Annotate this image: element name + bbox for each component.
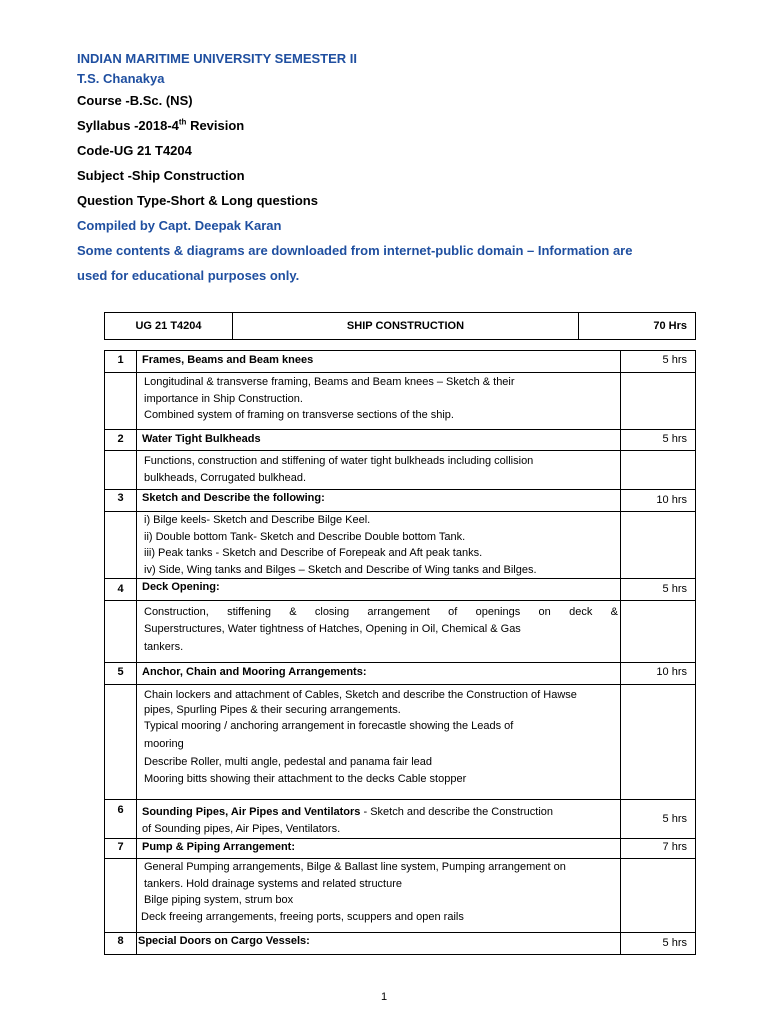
description-line: Describe Roller, multi angle, pedestal and panama fair lead — [144, 756, 432, 768]
module-title: Pump & Piping Arrangement: — [137, 839, 621, 859]
description-line: General Pumping arrangements, Bilge & Ballast line system, Pumping arrangement on — [144, 861, 566, 873]
subject-line: Subject -Ship Construction — [77, 168, 245, 183]
module-number: 3 — [105, 490, 137, 512]
justified-word: of — [448, 606, 458, 618]
disclaimer-line-1: Some contents & diagrams are downloaded from internet-public domain – Information are — [77, 243, 633, 258]
description-line: i) Bilge keels- Sketch and Describe Bilge Keel. — [144, 514, 371, 526]
module-hours: 5 hrs — [621, 351, 696, 373]
module-header-row — [105, 933, 696, 955]
description-line: ii) Double bottom Tank- Sketch and Describe Double bottom Tank. — [144, 530, 466, 543]
description-line: tankers. — [144, 641, 184, 653]
module-number: 7 — [105, 839, 137, 859]
syllabus-suffix: Revision — [186, 118, 245, 133]
module-description — [137, 512, 621, 579]
module-description — [137, 601, 621, 663]
module-header-row — [105, 490, 696, 512]
module-number: 1 — [105, 351, 137, 373]
module-header-row — [105, 351, 696, 373]
justified-word: & — [610, 606, 618, 618]
justified-word: Construction, — [144, 606, 209, 618]
module-content-row — [105, 859, 696, 933]
description-line: tankers. Hold drainage systems and related structure — [144, 877, 403, 890]
module-header-row — [105, 663, 696, 685]
description-line: pipes, Spurling Pipes & their securing arrangements. — [144, 703, 401, 716]
module-header-row — [105, 800, 696, 839]
course-title-cell: SHIP CONSTRUCTION — [233, 313, 579, 340]
description-line: Deck freeing arrangements, freeing ports, scuppers and open rails — [141, 910, 464, 923]
page-number: 1 — [380, 991, 388, 1003]
description-line: iv) Side, Wing tanks and Bilges – Sketch and Describe of Wing tanks and Bilges. — [144, 563, 537, 576]
module-hours: 10 hrs — [621, 663, 696, 685]
module-description — [137, 859, 621, 933]
module-title-rest: - Sketch and describe the Construction — [360, 806, 554, 818]
module-description — [137, 451, 621, 490]
module-hours: 7 hrs — [621, 839, 696, 859]
module-hours: 5 hrs — [621, 933, 696, 955]
module-header-row — [105, 430, 696, 451]
module-hours: 5 hrs — [621, 800, 696, 839]
course-hours-cell: 70 Hrs — [579, 313, 696, 340]
module-content-row — [105, 373, 696, 430]
module-title: Sketch and Describe the following: — [137, 490, 621, 512]
question-type-line: Question Type-Short & Long questions — [77, 193, 318, 208]
description-line: Superstructures, Water tightness of Hatches, Opening in Oil, Chemical & Gas — [144, 622, 521, 635]
module-title-line2: of Sounding pipes, Air Pipes, Ventilators. — [142, 823, 341, 835]
module-hours: 5 hrs — [621, 579, 696, 601]
module-hours: 10 hrs — [621, 490, 696, 512]
description-line: bulkheads, Corrugated bulkhead. — [144, 471, 307, 484]
disclaimer-line-2: used for educational purposes only. — [77, 268, 300, 283]
course-code-row — [105, 313, 696, 340]
course-code-table — [104, 312, 696, 340]
syllabus-superscript: th — [178, 117, 187, 127]
code-line: Code-UG 21 T4204 — [77, 143, 192, 158]
campus-name: T.S. Chanakya — [77, 71, 165, 86]
module-title: Water Tight Bulkheads — [137, 430, 621, 451]
module-title: Frames, Beams and Beam knees — [137, 351, 621, 373]
module-number: 8 — [105, 933, 137, 955]
syllabus-text: Syllabus -2018-4 — [77, 118, 179, 133]
description-line: mooring — [144, 737, 184, 750]
description-line: Bilge piping system, strum box — [144, 894, 294, 906]
module-content-row — [105, 685, 696, 800]
module-title-block — [137, 800, 621, 839]
description-line: Typical mooring / anchoring arrangement in forecastle showing the Leads of — [144, 720, 514, 732]
module-title: Sounding Pipes, Air Pipes and Ventilators — [142, 806, 361, 818]
module-number: 6 — [105, 800, 137, 839]
description-line: importance in Ship Construction. — [144, 392, 303, 405]
justified-word: stiffening — [227, 606, 271, 618]
university-title: INDIAN MARITIME UNIVERSITY SEMESTER II — [77, 51, 358, 66]
description-line: Mooring bitts showing their attachment to the decks Cable stopper — [144, 772, 467, 785]
module-number: 4 — [105, 579, 137, 601]
description-line — [144, 604, 618, 621]
module-content-row — [105, 451, 696, 490]
description-line: Functions, construction and stiffening of water tight bulkheads including collision — [144, 455, 534, 467]
description-line: iii) Peak tanks - Sketch and Describe of Forepeak and Aft peak tanks. — [144, 547, 483, 559]
justified-word: on — [538, 606, 551, 618]
course-code-cell: UG 21 T4204 — [105, 313, 233, 340]
description-line: Longitudinal & transverse framing, Beams and Beam knees – Sketch & their — [144, 376, 515, 388]
justified-word: arrangement — [367, 606, 430, 618]
description-line: Chain lockers and attachment of Cables, Sketch and describe the Construction of Hawse — [144, 689, 577, 701]
module-title: Anchor, Chain and Mooring Arrangements: — [137, 663, 621, 685]
module-number: 2 — [105, 430, 137, 451]
justified-word: deck — [569, 606, 593, 618]
justified-word: closing — [314, 606, 350, 618]
compiled-by-line: Compiled by Capt. Deepak Karan — [77, 218, 282, 233]
module-content-row — [105, 601, 696, 663]
module-title: Deck Opening: — [137, 579, 621, 601]
course-line: Course -B.Sc. (NS) — [77, 93, 193, 108]
module-title: Special Doors on Cargo Vessels: — [137, 933, 621, 955]
justified-word: openings — [475, 606, 521, 618]
module-header-row — [105, 579, 696, 601]
module-number: 5 — [105, 663, 137, 685]
description-line: Combined system of framing on transverse sections of the ship. — [144, 409, 454, 421]
module-header-row — [105, 839, 696, 859]
module-description — [137, 685, 621, 800]
document-header — [77, 48, 717, 288]
module-description — [137, 373, 621, 430]
module-hours: 5 hrs — [621, 430, 696, 451]
syllabus-line — [77, 113, 717, 138]
module-content-row — [105, 512, 696, 579]
justified-word: & — [289, 606, 297, 618]
syllabus-table — [104, 350, 696, 955]
